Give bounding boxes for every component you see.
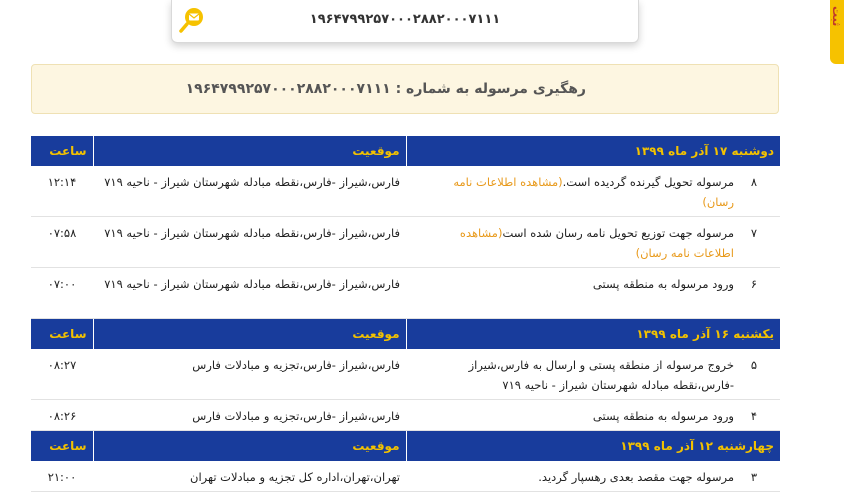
event-time: ۰۷:۵۸ <box>31 217 93 268</box>
location-header: موقعیت <box>93 431 406 462</box>
event-time: ۰۸:۲۷ <box>31 349 93 400</box>
event-cell <box>406 349 780 400</box>
event-location: تهران،تهران،اداره کل تجزیه و مبادلات تهران <box>93 461 406 492</box>
event-row <box>31 166 780 217</box>
event-description-wrap <box>434 467 734 487</box>
event-cell <box>406 268 780 319</box>
day-header: چهارشنبه ۱۲ آذر ماه ۱۳۹۹ <box>406 431 780 462</box>
day-header-row <box>31 319 780 350</box>
event-description: ورود مرسوله به منطقه پستی <box>592 277 734 291</box>
event-cell <box>406 461 780 492</box>
event-location: فارس،شیراز -فارس،نقطه مبادله شهرستان شیراز - ناحیه ۷۱۹ <box>93 166 406 217</box>
event-description: مرسوله جهت مقصد بعدی رهسپار گردید. <box>538 470 734 484</box>
location-header: موقعیت <box>93 136 406 166</box>
event-time: ۲۱:۰۰ <box>31 461 93 492</box>
tracking-banner <box>31 64 779 114</box>
event-number: ۴ <box>750 409 758 423</box>
time-header: ساعت <box>31 431 93 462</box>
event-description: ورود مرسوله به منطقه پستی <box>592 409 734 423</box>
event-description-wrap <box>434 172 734 212</box>
event-location: فارس،شیراز -فارس،تجزیه و مبادلات فارس <box>93 400 406 431</box>
event-description-wrap <box>434 223 734 263</box>
event-number: ۸ <box>750 175 758 189</box>
day-header-row <box>31 431 780 462</box>
event-description-wrap <box>434 406 734 426</box>
courier-info-link[interactable]: (مشاهده اطلاعات نامه رسان) <box>453 175 734 209</box>
tracking-search-box[interactable] <box>171 0 639 43</box>
event-cell <box>406 166 780 217</box>
event-time: ۱۲:۱۴ <box>31 166 93 217</box>
event-location: فارس،شیراز -فارس،نقطه مبادله شهرستان شیراز - ناحیه ۷۱۹ <box>93 268 406 319</box>
event-description-wrap <box>434 355 734 395</box>
event-cell <box>406 400 780 431</box>
event-location: فارس،شیراز -فارس،نقطه مبادله شهرستان شیراز - ناحیه ۷۱۹ <box>93 217 406 268</box>
side-tab[interactable] <box>830 0 844 64</box>
event-time: ۰۷:۰۰ <box>31 268 93 319</box>
time-header: ساعت <box>31 136 93 166</box>
event-description: خروج مرسوله از منطقه پستی و ارسال به فارس،شیراز -فارس،نقطه مبادله شهرستان شیراز - ناحیه ۷۱۹ <box>468 358 734 392</box>
event-number: ۶ <box>750 277 758 291</box>
event-time: ۰۸:۲۶ <box>31 400 93 431</box>
event-description: مرسوله جهت توزیع تحویل نامه رسان شده است <box>502 226 734 240</box>
tracking-banner-text: رهگیری مرسوله به شماره : ۱۹۶۴۷۹۹۲۵۷۰۰۰۲۸۸۲۰۰۰۷۱۱۱ <box>185 81 586 97</box>
event-row <box>31 461 780 492</box>
courier-info-link[interactable]: (مشاهده اطلاعات نامه رسان) <box>459 226 734 260</box>
location-header: موقعیت <box>93 319 406 350</box>
tracking-number-input[interactable]: ۱۹۶۴۷۹۹۲۵۷۰۰۰۲۸۸۲۰۰۰۷۱۱۱ <box>309 12 501 27</box>
event-number: ۷ <box>750 226 758 240</box>
side-tab-label: ثبت <box>830 6 843 27</box>
day-header: یکشنبه ۱۶ آذر ماه ۱۳۹۹ <box>406 319 780 350</box>
day-header: دوشنبه ۱۷ آذر ماه ۱۳۹۹ <box>406 136 780 166</box>
event-row <box>31 349 780 400</box>
event-number: ۵ <box>750 358 758 372</box>
event-row <box>31 217 780 268</box>
event-description-wrap <box>434 274 734 294</box>
day-header-row <box>31 136 780 166</box>
time-header: ساعت <box>31 319 93 350</box>
tracking-table <box>31 136 780 492</box>
event-cell <box>406 217 780 268</box>
event-row <box>31 400 780 431</box>
event-number: ۳ <box>750 470 758 484</box>
event-location: فارس،شیراز -فارس،تجزیه و مبادلات فارس <box>93 349 406 400</box>
track-mail-icon[interactable] <box>178 6 206 34</box>
event-row <box>31 268 780 319</box>
event-description: مرسوله تحویل گیرنده گردیده است. <box>562 175 734 189</box>
